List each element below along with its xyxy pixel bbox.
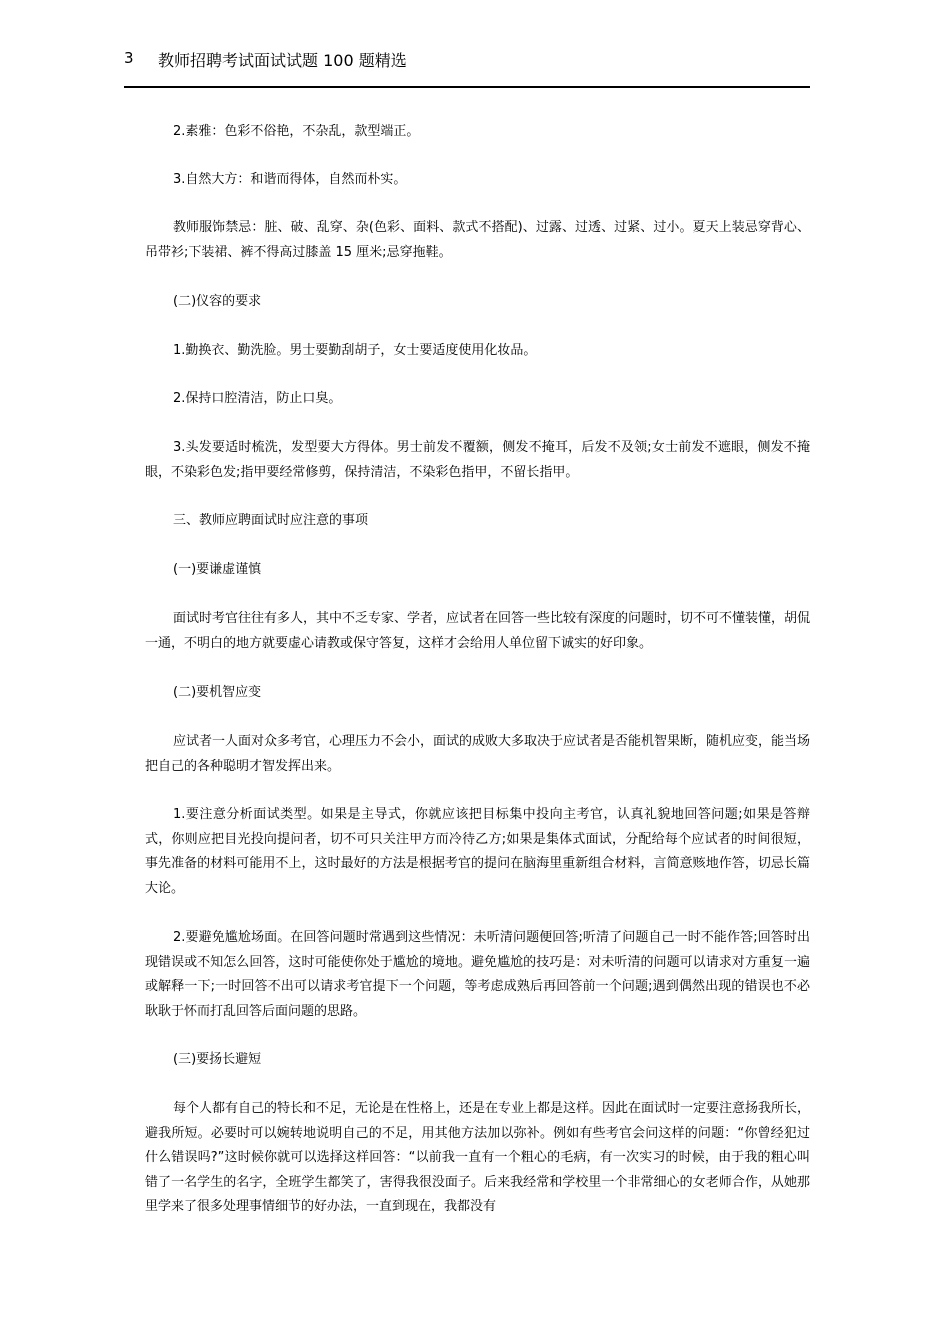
- paragraph: 每个人都有自己的特长和不足，无论是在性格上，还是在专业上都是这样。因此在面试时一定要注意扬我所长，避我所短。必要时可以婉转地说明自己的不足，用其他方法加以弥补。例如有些考官会问这样的问题：“你曾经犯过什么错误吗?”这时候你就可以选择这样回答：“以前我一直有一个粗心的毛病，有一次实习的时候，由于我的粗心叫错了一名学生的名字，全班学生都笑了，害得我很没面子。后来我经常和学校里一个非常细心的女老师合作，从她那里学来了很多处理事情细节的好办法，一直到现在，我都没有: [145, 1101, 811, 1215]
- page-header: [124, 46, 810, 88]
- section-heading: (二)要机智应变: [173, 685, 262, 700]
- section-heading: 三、教师应聘面试时应注意的事项: [173, 513, 369, 528]
- paragraph: 2.保持口腔清洁，防止口臭。: [173, 391, 342, 406]
- section-heading: (二)仪容的要求: [173, 294, 262, 309]
- paragraph: 2.要避免尴尬场面。在回答问题时常遇到这些情况：未听清问题便回答;听清了问题自己一时不能作答;回答时出现错误或不知怎么回答，这时可能使你处于尴尬的境地。避免尴尬的技巧是：对未听清的问题可以请求对方重复一遍或解释一下;一时回答不出可以请求考官提下一个问题，等考虑成熟后再回答前一个问题;遇到偶然出现的错误也不必耿耿于怀而打乱回答后面问题的思路。: [145, 930, 810, 1019]
- paragraph: 面试时考官往往有多人，其中不乏专家、学者，应试者在回答一些比较有深度的问题时，切不可不懂装懂，胡侃一通，不明白的地方就要虚心请教或保守答复，这样才会给用人单位留下诚实的好印象。: [145, 611, 811, 651]
- section-heading: (一)要谦虚谨慎: [173, 562, 262, 577]
- paragraph: 教师服饰禁忌：脏、破、乱穿、杂(色彩、面料、款式不搭配)、过露、过透、过紧、过小。夏天上装忌穿背心、吊带衫;下装裙、裤不得高过膝盖 15 厘米;忌穿拖鞋。: [145, 220, 810, 260]
- page-number: 3: [124, 49, 134, 67]
- paragraph: 3.头发要适时梳洗，发型要大方得体。男士前发不覆额，侧发不掩耳，后发不及领;女士前发不遮眼，侧发不掩眼，不染彩色发;指甲要经常修剪，保持清洁，不染彩色指甲，不留长指甲。: [145, 440, 810, 480]
- paragraph: 应试者一人面对众多考官，心理压力不会小，面试的成败大多取决于应试者是否能机智果断，随机应变，能当场把自己的各种聪明才智发挥出来。: [145, 734, 811, 774]
- section-heading: (三)要扬长避短: [173, 1052, 262, 1067]
- paragraph: 3.自然大方：和谐而得体，自然而朴实。: [173, 172, 407, 187]
- document-title: 教师招聘考试面试试题 100 题精选: [158, 51, 407, 70]
- paragraph: 2.素雅：色彩不俗艳，不杂乱，款型端正。: [173, 124, 420, 139]
- paragraph: 1.要注意分析面试类型。如果是主导式，你就应该把目标集中投向主考官，认真礼貌地回答问题;如果是答辩式，你则应把目光投向提问者，切不可只关注甲方而冷待乙方;如果是集体式面试，分配给每个应试者的时间很短，事先准备的材料可能用不上，这时最好的方法是根据考官的提问在脑海里重新组合材料，言简意赅地作答，切忌长篇大论。: [145, 807, 810, 896]
- paragraph: 1.勤换衣、勤洗脸。男士要勤刮胡子，女士要适度使用化妆品。: [173, 343, 537, 358]
